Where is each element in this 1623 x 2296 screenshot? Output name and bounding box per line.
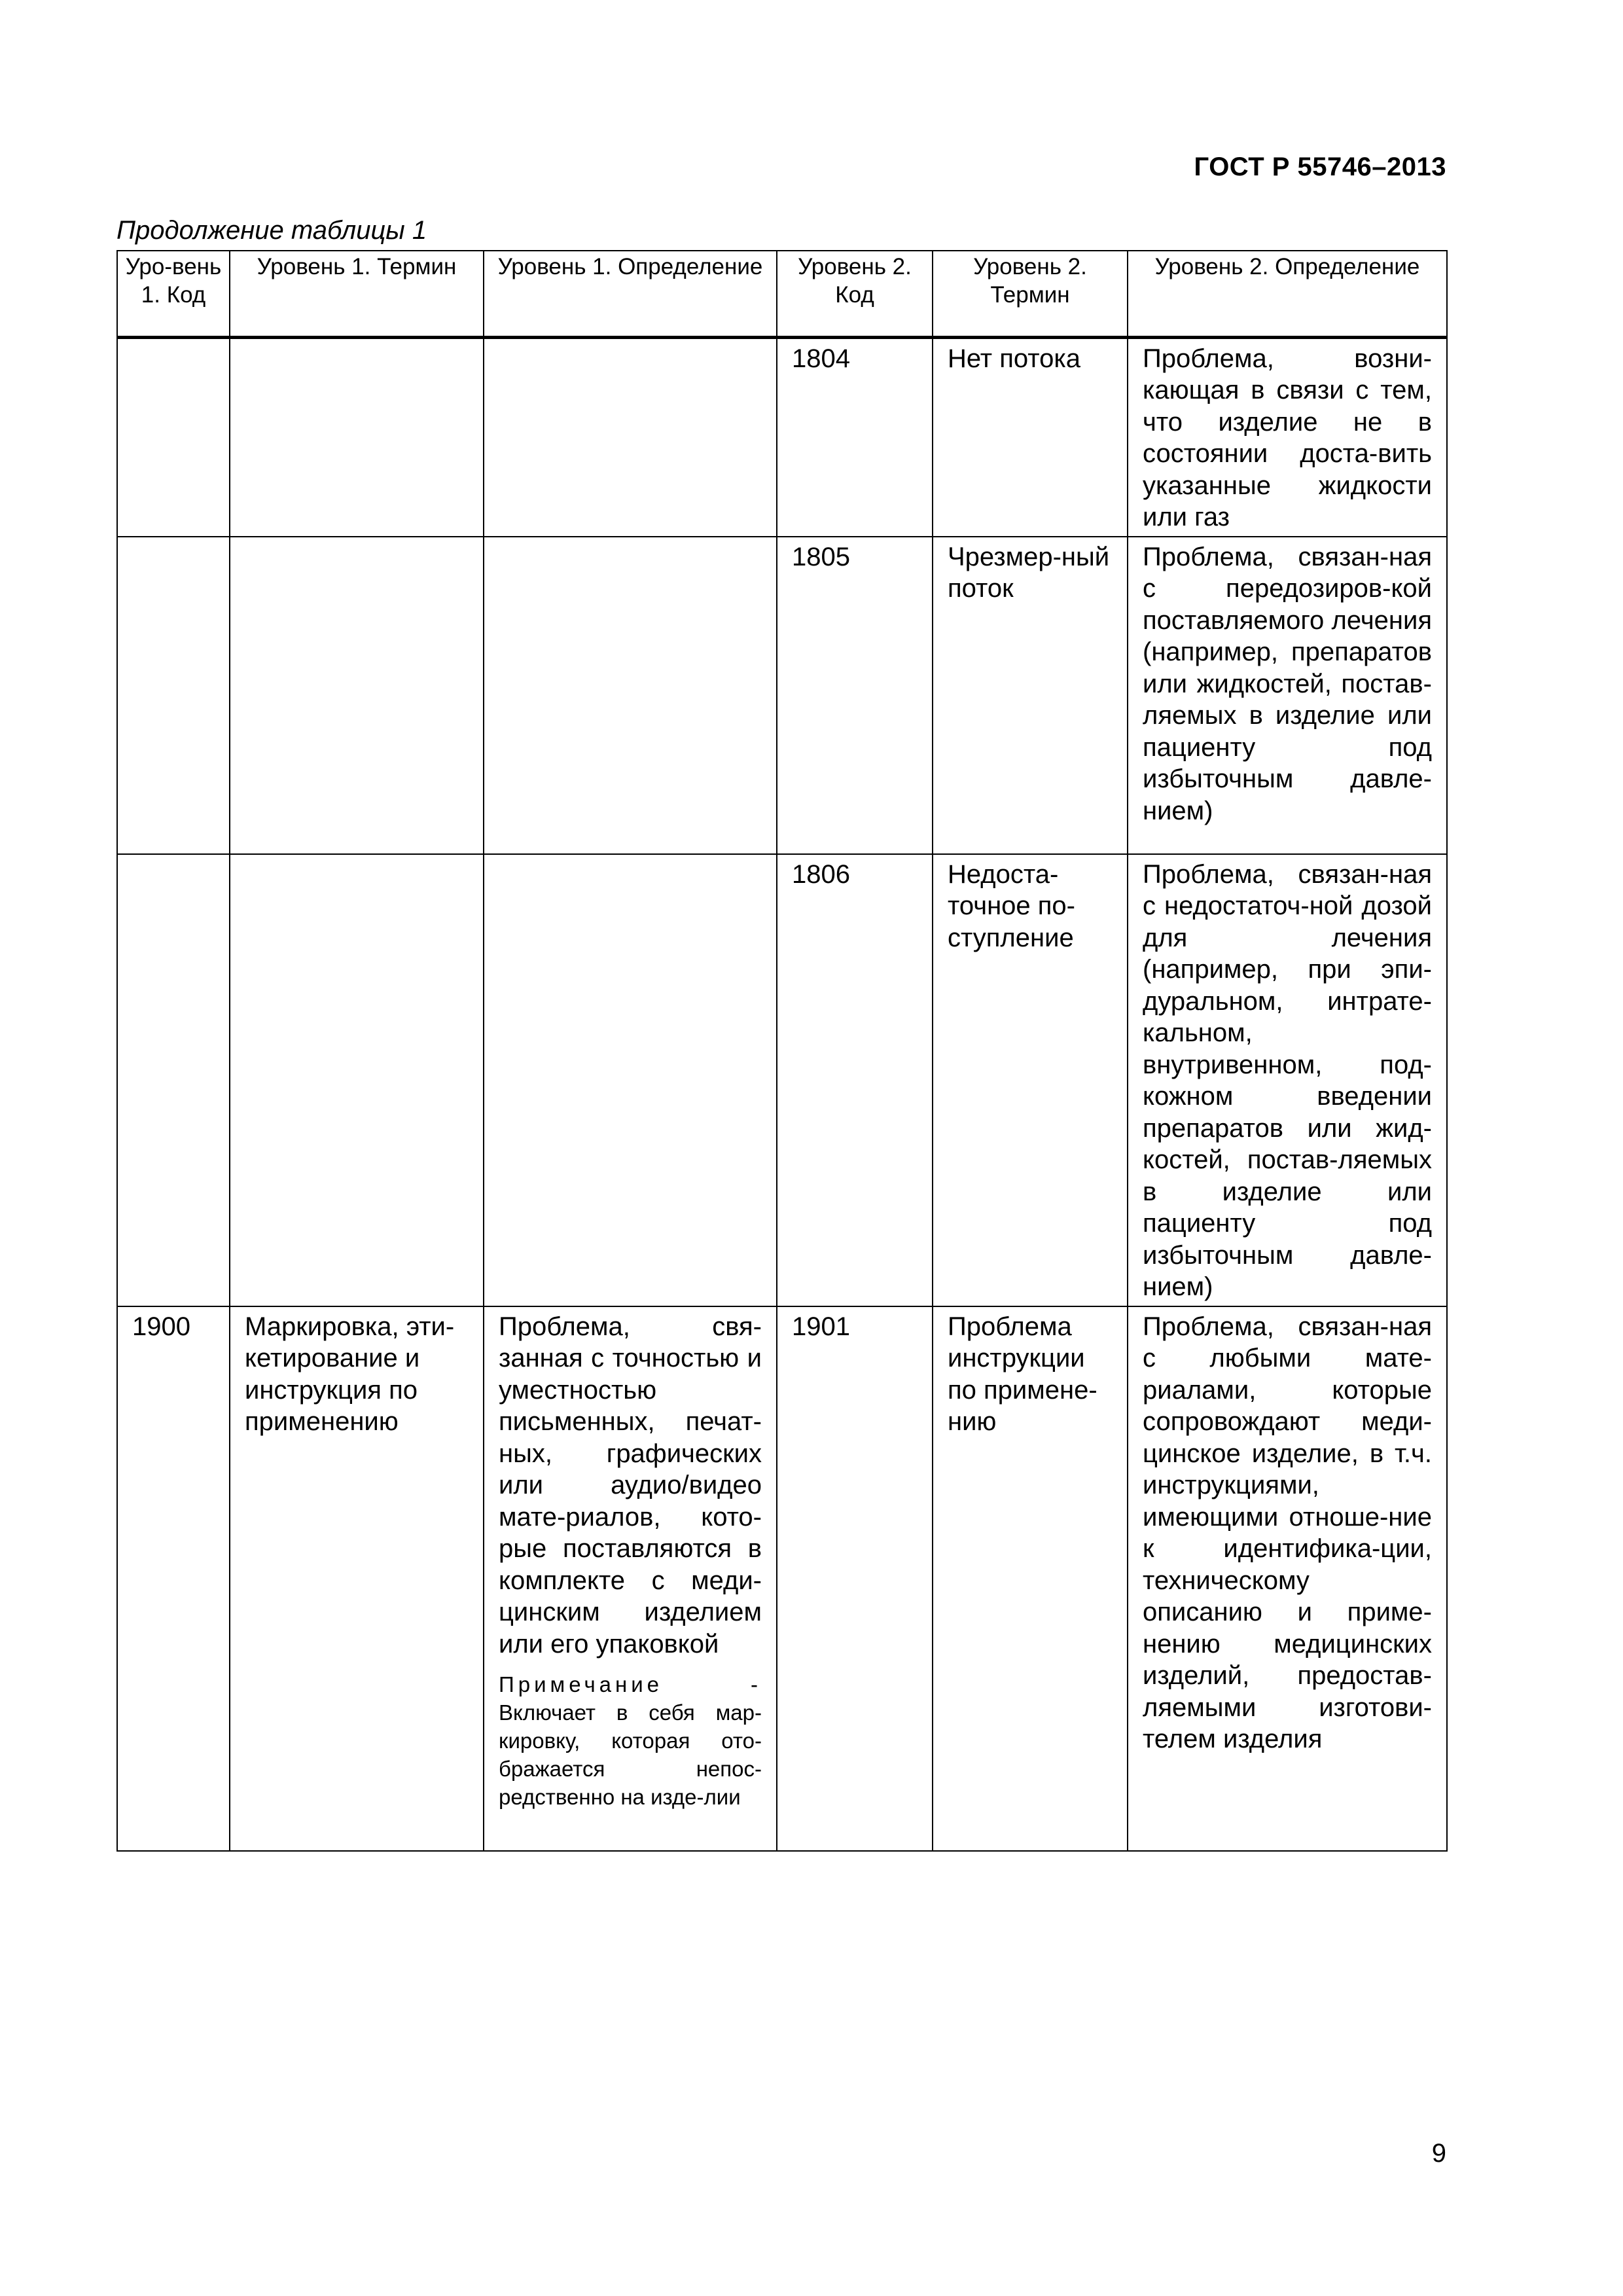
level1-definition-text: Проблема, свя-занная с точностью и уместностью письменных, печат-ных, графических или аудио/видео мате-риалов, кото-рые поставляются в комплекте с меди-цинским изделием или его упаковкой	[499, 1312, 762, 1659]
table-header	[117, 251, 1447, 337]
table-row	[117, 854, 1447, 1306]
cell-level1-definition	[484, 537, 777, 854]
cell-level2-definition: Проблема, связан-ная с передозиров-кой поставляемого лечения (например, препаратов или жидкостей, постав-ляемых в изделие или пациенту под избыточным давле-нием)	[1128, 537, 1447, 854]
cell-level2-definition: Проблема, связан-ная с любыми мате-риалами, которые сопровождают меди-цинское изделие, в т.ч. инструкциями, имеющими отноше-ние к идентифика-ции, техническому описанию и приме-нению медицинских изделий, предостав-ляемыми изготови-телем изделия	[1128, 1306, 1447, 1851]
page-number: 9	[1431, 2139, 1446, 2168]
cell-level1-term: Маркировка, эти-кетирование и инструкция по применению	[230, 1306, 484, 1851]
cell-level2-term: Недоста-точное по-ступление	[933, 854, 1128, 1306]
cell-level2-term: Проблема инструкции по примене-нию	[933, 1306, 1128, 1851]
cell-level2-code: 1806	[777, 854, 933, 1306]
column-header-level1-term: Уровень 1. Термин	[230, 251, 484, 337]
cell-level2-definition: Проблема, связан-ная с недостаточ-ной дозой для лечения (например, при эпи-дуральном, интрате-кальном, внутривенном, под-кожном введении препаратов или жид-костей, постав-ляемых в изделие или пациенту под избыточным давле-нием)	[1128, 854, 1447, 1306]
cell-level2-term: Чрезмер-ный поток	[933, 537, 1128, 854]
table-caption: Продолжение таблицы 1	[116, 216, 427, 245]
column-header-level1-code: Уро-вень 1. Код	[117, 251, 230, 337]
column-header-level2-definition: Уровень 2. Определение	[1128, 251, 1447, 337]
document-code: ГОСТ Р 55746–2013	[1194, 152, 1446, 181]
cell-level2-code: 1901	[777, 1306, 933, 1851]
cell-level1-code	[117, 854, 230, 1306]
column-header-level2-term: Уровень 2. Термин	[933, 251, 1128, 337]
column-header-level1-definition: Уровень 1. Определение	[484, 251, 777, 337]
cell-level1-code	[117, 337, 230, 537]
table-row	[117, 1306, 1447, 1851]
cell-level2-code: 1805	[777, 537, 933, 854]
note-title: Примечание -	[499, 1672, 762, 1696]
cell-level1-definition	[484, 1306, 777, 1851]
table-row	[117, 337, 1447, 537]
codes-table	[116, 250, 1448, 1852]
cell-level1-term	[230, 337, 484, 537]
table-row	[117, 537, 1447, 854]
cell-level1-definition	[484, 854, 777, 1306]
column-header-level2-code: Уровень 2. Код	[777, 251, 933, 337]
cell-level2-code: 1804	[777, 337, 933, 537]
definition-note	[499, 1670, 762, 1811]
cell-level1-definition	[484, 337, 777, 537]
cell-level2-definition: Проблема, возни-кающая в связи с тем, что изделие не в состоянии доста-вить указанные жидкости или газ	[1128, 337, 1447, 537]
cell-level2-term: Нет потока	[933, 337, 1128, 537]
note-text: Включает в себя мар-кировку, которая ото-бражается непос-редственно на изде-лии	[499, 1700, 762, 1809]
cell-level1-code: 1900	[117, 1306, 230, 1851]
cell-level1-term	[230, 537, 484, 854]
cell-level1-code	[117, 537, 230, 854]
cell-level1-term	[230, 854, 484, 1306]
